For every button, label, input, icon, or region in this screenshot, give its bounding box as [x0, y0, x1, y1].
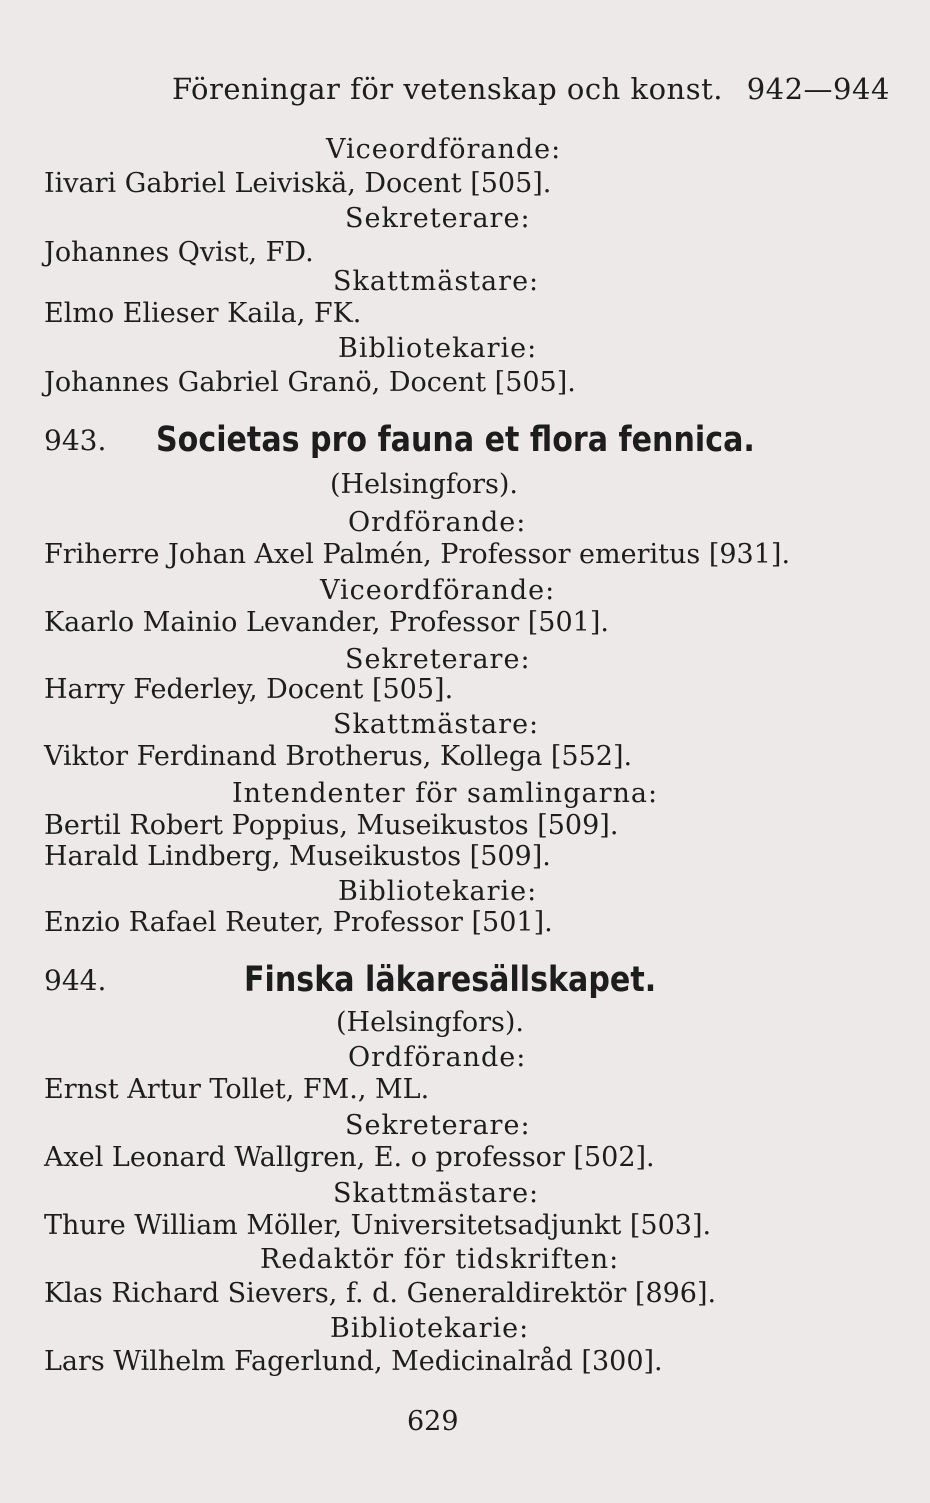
person-entry: Johannes Qvist, FD.	[44, 237, 314, 268]
page-number: 629	[407, 1406, 459, 1437]
society-location: (Helsingfors).	[330, 469, 518, 500]
role-label: Skattmästare:	[333, 1178, 540, 1209]
entry-range: 942—944	[746, 72, 890, 106]
person-entry: Lars Wilhelm Fagerlund, Medicinalråd [300].	[44, 1346, 663, 1377]
person-entry: Kaarlo Mainio Levander, Professor [501].	[44, 607, 609, 638]
entry-number: 943.	[44, 424, 107, 457]
role-label: Viceordförande:	[320, 575, 556, 606]
role-label: Redaktör för tidskriften:	[260, 1244, 620, 1275]
running-head	[172, 72, 890, 106]
role-label: Bibliotekarie:	[338, 876, 538, 907]
society-name: Societas pro fauna et flora fennica.	[156, 420, 755, 460]
role-label: Bibliotekarie:	[338, 333, 538, 364]
role-label: Skattmästare:	[333, 709, 540, 740]
running-title: Föreningar för vetenskap och konst.	[172, 72, 723, 106]
role-label: Intendenter för samlingarna:	[232, 778, 659, 809]
person-entry: Iivari Gabriel Leiviskä, Docent [505].	[44, 168, 552, 199]
society-name: Finska läkaresällskapet.	[244, 960, 657, 1000]
person-entry: Harald Lindberg, Museikustos [509].	[44, 841, 551, 872]
person-entry: Ernst Artur Tollet, FM., ML.	[44, 1074, 430, 1105]
person-entry: Axel Leonard Wallgren, E. o professor [502].	[44, 1142, 655, 1173]
person-entry: Johannes Gabriel Granö, Docent [505].	[44, 367, 576, 398]
role-label: Sekreterare:	[345, 644, 531, 675]
role-label: Sekreterare:	[345, 1110, 531, 1141]
role-label: Skattmästare:	[333, 266, 540, 297]
role-label: Ordförande:	[348, 507, 527, 538]
person-entry: Thure William Möller, Universitetsadjunkt [503].	[44, 1210, 712, 1241]
person-entry: Viktor Ferdinand Brotherus, Kollega [552].	[44, 741, 633, 772]
role-label: Viceordförande:	[326, 134, 562, 165]
person-entry: Harry Federley, Docent [505].	[44, 674, 454, 705]
entry-number: 944.	[44, 964, 107, 997]
person-entry: Klas Richard Sievers, f. d. Generaldirektör [896].	[44, 1278, 717, 1309]
person-entry: Friherre Johan Axel Palmén, Professor emeritus [931].	[44, 539, 791, 570]
person-entry: Enzio Rafael Reuter, Professor [501].	[44, 907, 553, 938]
role-label: Sekreterare:	[345, 203, 531, 234]
role-label: Ordförande:	[348, 1042, 527, 1073]
person-entry: Elmo Elieser Kaila, FK.	[44, 298, 362, 329]
role-label: Bibliotekarie:	[330, 1313, 530, 1344]
person-entry: Bertil Robert Poppius, Museikustos [509].	[44, 810, 619, 841]
society-location: (Helsingfors).	[336, 1007, 524, 1038]
